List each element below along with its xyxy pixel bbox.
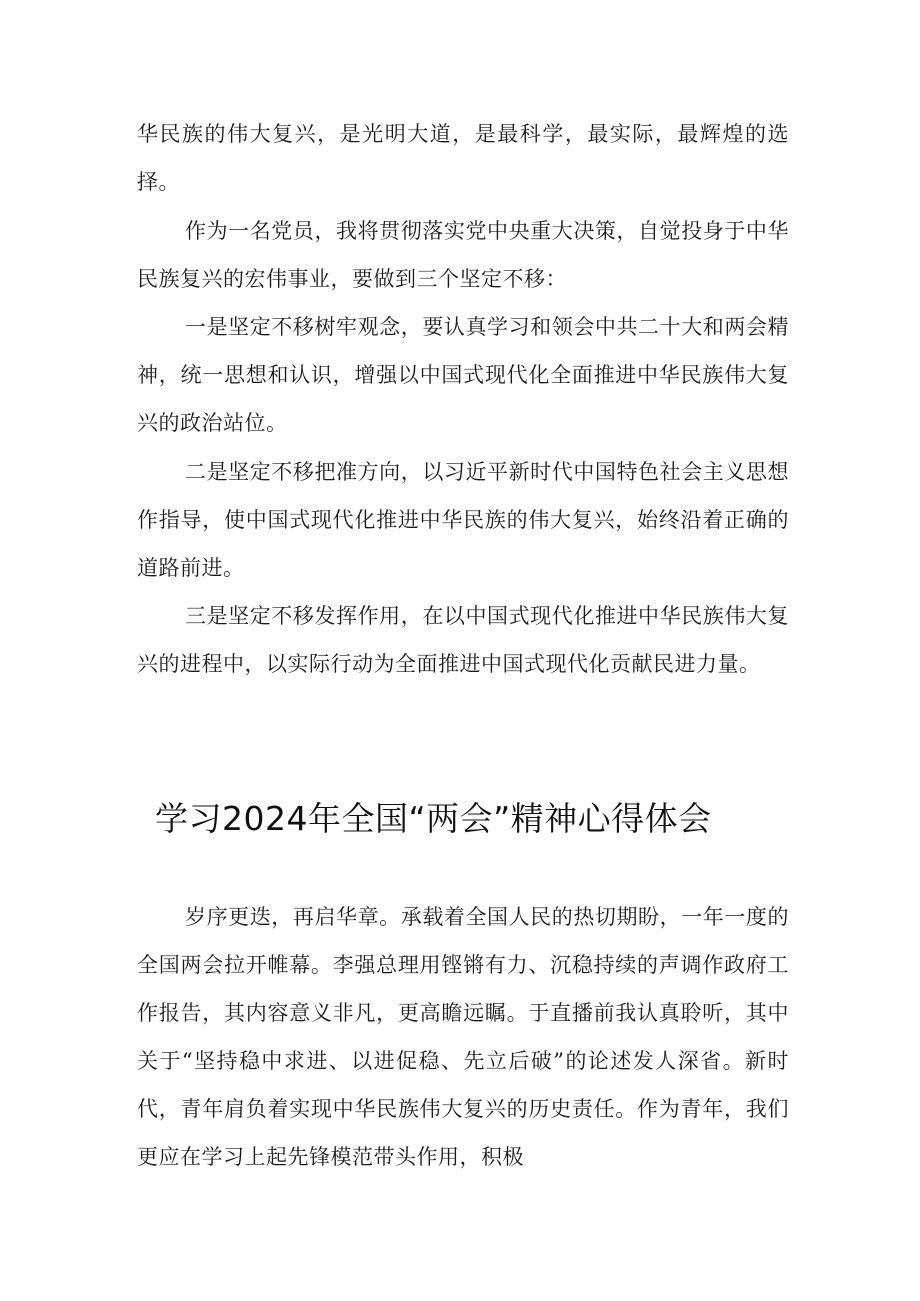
paragraph-point-three: 三是坚定不移发挥作用，在以中国式现代化推进中华民族伟大复兴的进程中，以实际行动为全面推进中国式现代化贡献民进力量。: [137, 604, 789, 676]
section-title: 学习2024年全国“两会”精神心得体会: [155, 799, 712, 838]
paragraph-point-one: 一是坚定不移树牢观念，要认真学习和领会中共二十大和两会精神，统一思想和认识，增强以中国式现代化全面推进中华民族伟大复兴的政治站位。: [137, 315, 789, 435]
continued-paragraph: 华民族的伟大复兴，是光明大道，是最科学，最实际，最辉煌的选择。: [137, 122, 789, 194]
paragraph-commitment-intro: 作为一名党员，我将贯彻落实党中央重大决策，自觉投身于中华民族复兴的宏伟事业，要做到三个坚定不移：: [137, 219, 789, 291]
section-paragraph: 岁序更迭，再启华章。承载着全国人民的热切期盼，一年一度的全国两会拉开帷幕。李强总理用铿锵有力、沉稳持续的声调作政府工作报告，其内容意义非凡，更高瞻远瞩。于直播前我认真聆听，其中关于“坚持稳中求进、以进促稳、先立后破”的论述发人深省。新时代，青年肩负着实现中华民族伟大复兴的历史责任。作为青年，我们更应在学习上起先锋模范带头作用，积极: [137, 905, 789, 1169]
paragraph-point-two: 二是坚定不移把准方向，以习近平新时代中国特色社会主义思想作指导，使中国式现代化推进中华民族的伟大复兴，始终沿着正确的道路前进。: [137, 460, 789, 580]
